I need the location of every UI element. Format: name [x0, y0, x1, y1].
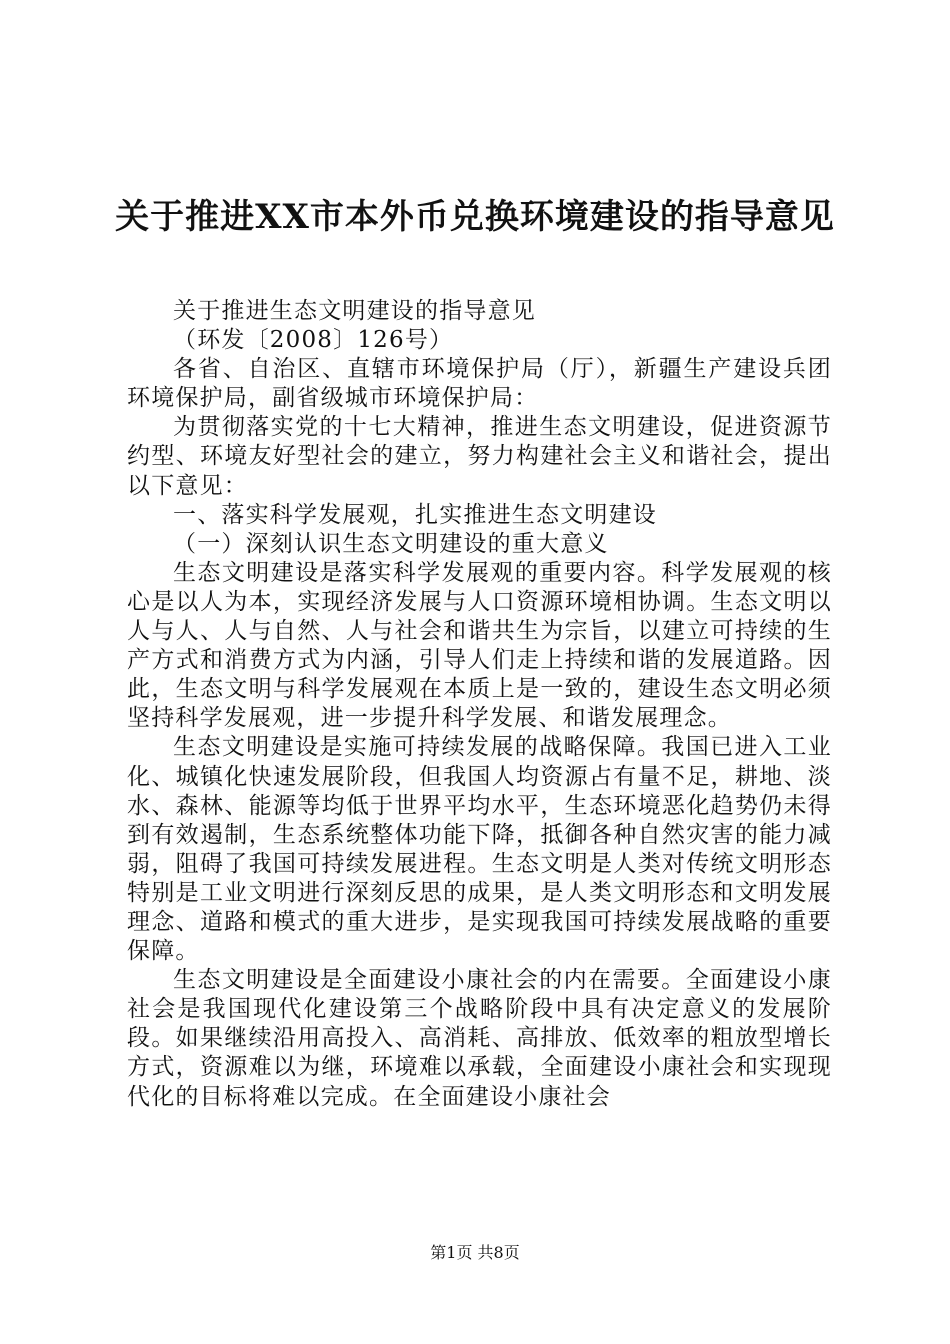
body-paragraph: 生态文明建设是全面建设小康社会的内在需要。全面建设小康社会是我国现代化建设第三个战略阶段中具有决定意义的发展阶段。如果继续沿用高投入、高消耗、高排放、低效率的粗放型增长方式，资源难以为继，环境难以承载，全面建设小康社会和实现现代化的目标将难以完成。在全面建设小康社会: [127, 967, 832, 1110]
document-body: [127, 297, 832, 1112]
page-footer: 第1页 共8页: [430, 1243, 520, 1262]
document-title: 关于推进XX市本外币兑换环境建设的指导意见: [115, 197, 835, 237]
intro-paragraph: 为贯彻落实党的十七大精神，推进生态文明建设，促进资源节约型、环境友好型社会的建立，努力构建社会主义和谐社会，提出以下意见：: [127, 414, 832, 499]
body-paragraph: 生态文明建设是落实科学发展观的重要内容。科学发展观的核心是以人为本，实现经济发展与人口资源环境相协调。生态文明以人与人、人与自然、人与社会和谐共生为宗旨，以建立可持续的生产方式和消费方式为内涵，引导人们走上持续和谐的发展道路。因此，生态文明与科学发展观在本质上是一致的，建设生态文明必须坚持科学发展观，进一步提升科学发展、和谐发展理念。: [127, 559, 832, 732]
document-number-paragraph: （环发〔2008〕126号）: [173, 327, 454, 354]
section-heading: 一、落实科学发展观，扎实推进生态文明建设: [173, 501, 657, 528]
subtitle-paragraph: 关于推进生态文明建设的指导意见: [173, 298, 536, 324]
subsection-heading: （一）深刻认识生态文明建设的重大意义: [173, 530, 609, 557]
body-paragraph: 生态文明建设是实施可持续发展的战略保障。我国已进入工业化、城镇化快速发展阶段，但我国人均资源占有量不足，耕地、淡水、森林、能源等均低于世界平均水平，生态环境恶化趋势仍未得到有效遏制，生态系统整体功能下降，抵御各种自然灾害的能力减弱，阻碍了我国可持续发展进程。生态文明是人类对传统文明形态特别是工业文明进行深刻反思的成果，是人类文明形态和文明发展理念、道路和模式的重大进步，是实现我国可持续发展战略的重要保障。: [127, 734, 832, 965]
addressee-paragraph: 各省、自治区、直辖市环境保护局（厅），新疆生产建设兵团环境保护局，副省级城市环境保护局：: [127, 356, 832, 412]
